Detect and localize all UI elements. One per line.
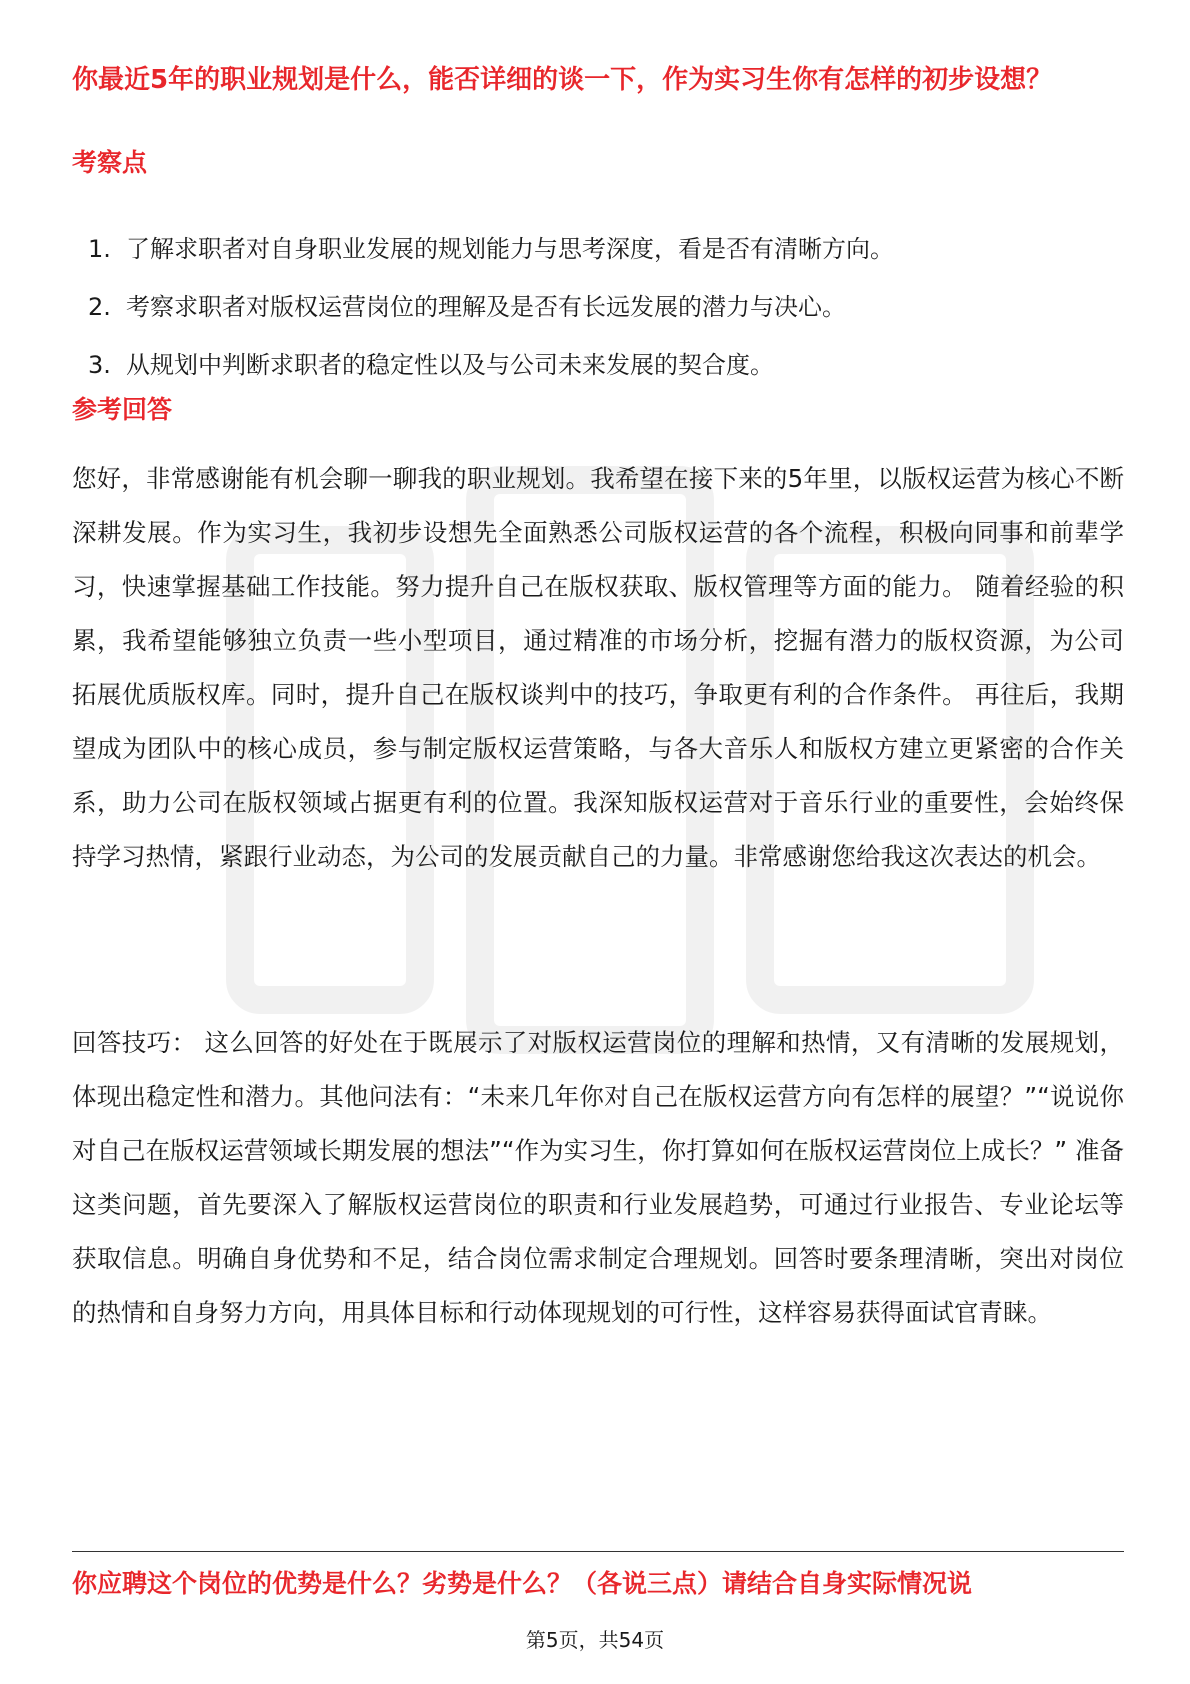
page-number: 第5页，共54页 bbox=[525, 1628, 665, 1652]
list-item bbox=[88, 232, 1128, 290]
reference-answer-body: 您好，非常感谢能有机会聊一聊我的职业规划。我希望在接下来的5年里，以版权运营为核心不断深耕发展。作为实习生，我初步设想先全面熟悉公司版权运营的各个流程，积极向同事和前辈学习，快速掌握基础工作技能。努力提升自己在版权获取、版权管理等方面的能力。 随着经验的积累，我希望能够独立负责一些小型项目，通过精准的市场分析，挖掘有潜力的版权资源，为公司拓展优质版权库。同时，提升自己在版权谈判中的技巧，争取更有利的合作条件。 再往后，我期望成为团队中的核心成员，参与制定版权运营策略，与各大音乐人和版权方建立更紧密的合作关系，助力公司在版权领域占据更有利的位置。我深知版权运营对于音乐行业的重要性，会始终保持学习热情，紧跟行业动态，为公司的发展贡献自己的力量。非常感谢您给我这次表达的机会。 bbox=[72, 464, 1124, 871]
exam-points-list bbox=[88, 232, 1128, 406]
list-item bbox=[88, 348, 1128, 406]
exam-points-heading: 考察点 bbox=[72, 148, 148, 177]
list-item bbox=[88, 290, 1128, 348]
list-item-number: 1. bbox=[88, 235, 111, 263]
reference-answer-heading: 参考回答 bbox=[72, 395, 173, 424]
list-item-text: 了解求职者对自身职业发展的规划能力与思考深度，看是否有清晰方向。 bbox=[126, 235, 894, 263]
list-item-number: 2. bbox=[88, 293, 111, 321]
list-item-number: 3. bbox=[88, 351, 111, 379]
list-item-text: 从规划中判断求职者的稳定性以及与公司未来发展的契合度。 bbox=[126, 351, 774, 379]
answer-tips-body: 回答技巧： 这么回答的好处在于既展示了对版权运营岗位的理解和热情，又有清晰的发展规划，体现出稳定性和潜力。其他问法有：“未来几年你对自己在版权运营方向有怎样的展望？”“说说你对自己在版权运营领域长期发展的想法”“作为实习生，你打算如何在版权运营岗位上成长？” 准备这类问题，首先要深入了解版权运营岗位的职责和行业发展趋势，可通过行业报告、专业论坛等获取信息。明确自身优势和不足，结合岗位需求制定合理规划。回答时要条理清晰，突出对岗位的热情和自身努力方向，用具体目标和行动体现规划的可行性，这样容易获得面试官青睐。 bbox=[72, 1028, 1124, 1327]
divider bbox=[72, 1551, 1124, 1552]
list-item-text: 考察求职者对版权运营岗位的理解及是否有长远发展的潜力与决心。 bbox=[126, 293, 846, 321]
question-title: 你最近5年的职业规划是什么，能否详细的谈一下，作为实习生你有怎样的初步设想？ bbox=[72, 65, 1053, 95]
next-question-title: 你应聘这个岗位的优势是什么？劣势是什么？（各说三点）请结合自身实际情况说 bbox=[72, 1569, 973, 1598]
